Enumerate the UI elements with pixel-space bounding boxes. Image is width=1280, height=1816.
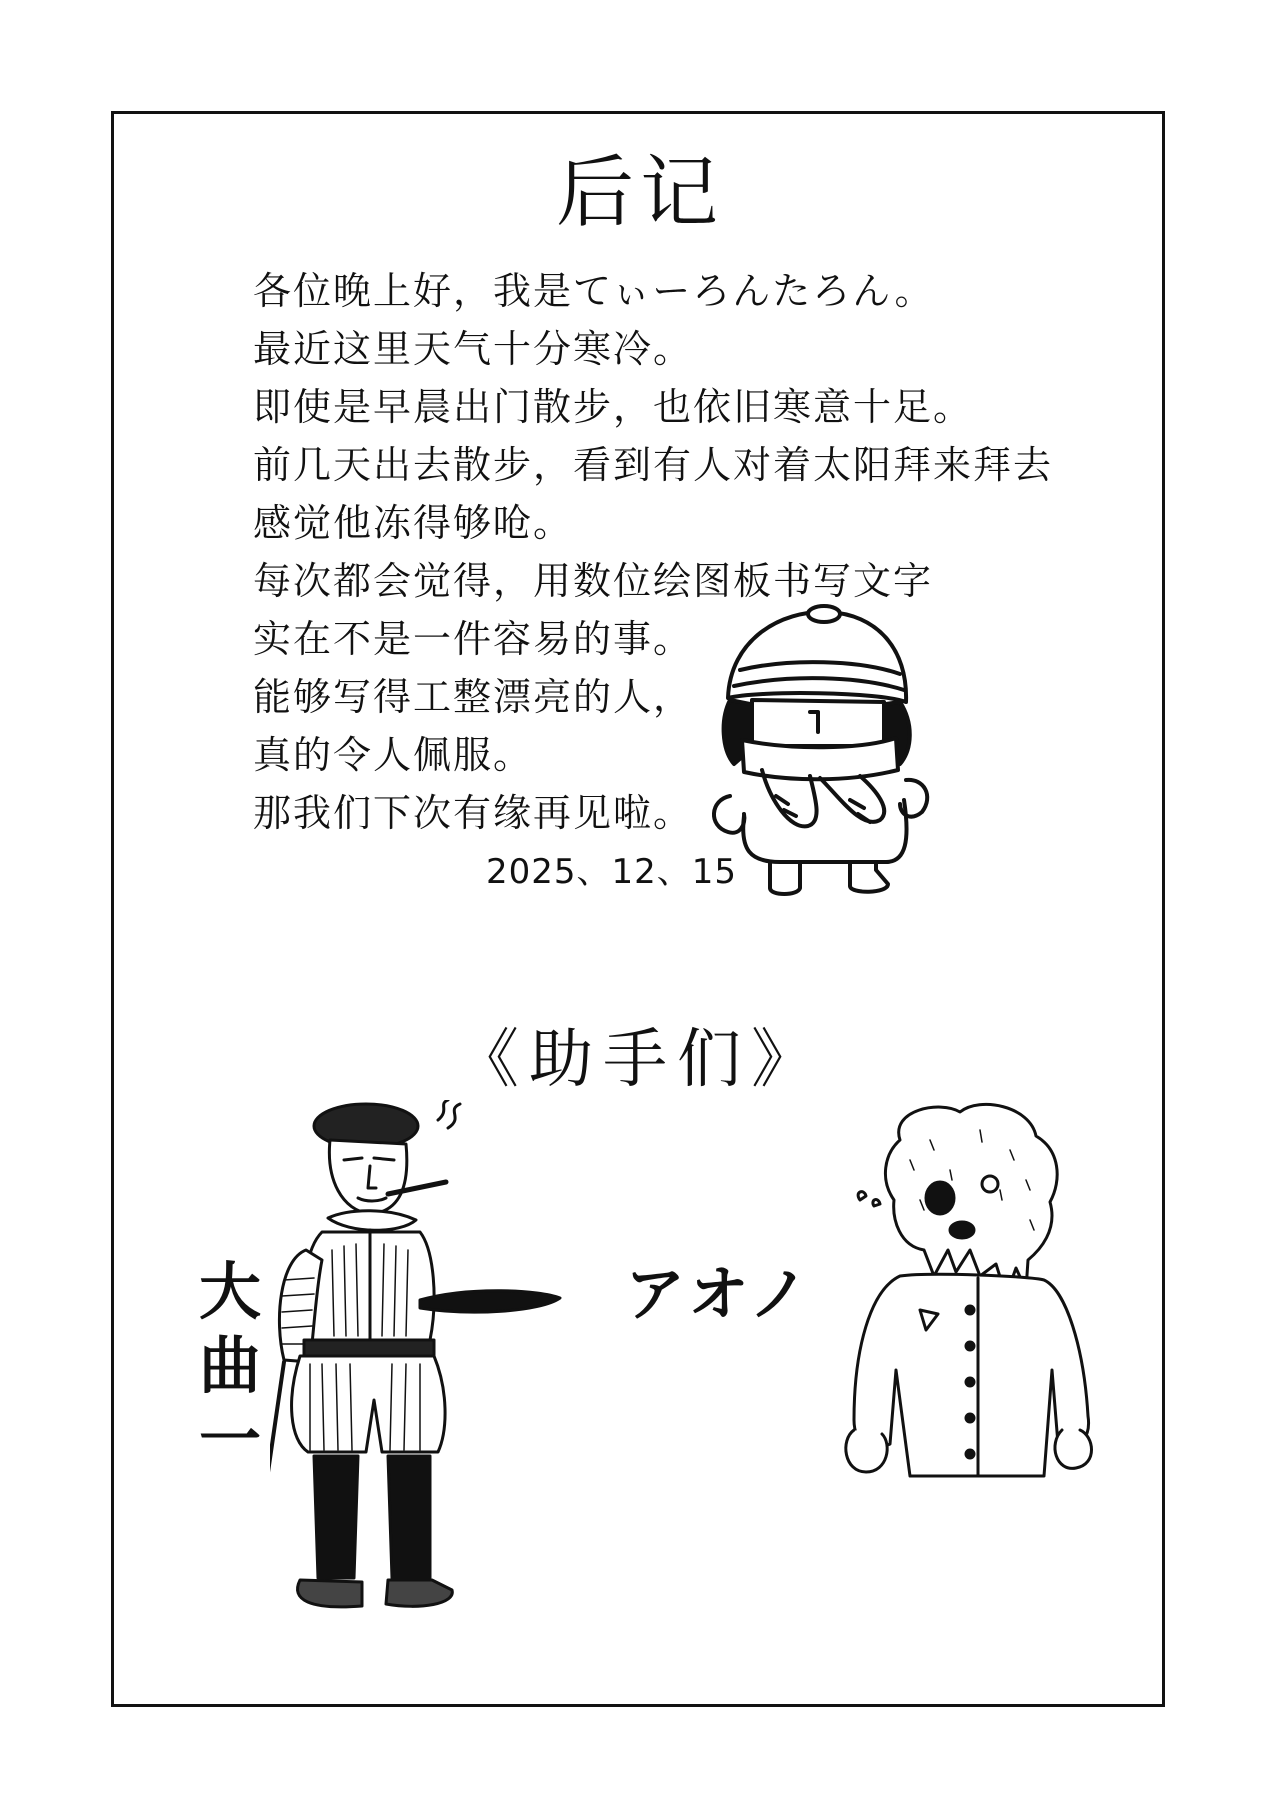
name-char: 一 bbox=[198, 1403, 261, 1476]
body-line: 最近这里天气十分寒冷。 bbox=[253, 327, 694, 371]
assistants-title: 《助手们》 bbox=[455, 1023, 825, 1097]
body-line: 各位晚上好，我是てぃーろんたろん。 bbox=[253, 269, 935, 313]
body-line: 感觉他冻得够呛。 bbox=[253, 501, 574, 545]
painter-assistant-illustration bbox=[270, 1100, 580, 1620]
assistant-name-left bbox=[190, 1255, 270, 1477]
assistant-name-right: アオノ bbox=[625, 1260, 813, 1330]
name-char: 曲 bbox=[198, 1329, 261, 1402]
body-line: 能够写得工整漂亮的人， bbox=[253, 675, 694, 719]
name-char: 大 bbox=[198, 1255, 261, 1328]
afterword-body bbox=[253, 262, 1133, 842]
body-line: 真的令人佩服。 bbox=[253, 733, 534, 777]
afterword-date: 2025、12、15 bbox=[486, 852, 738, 892]
afterword-title: 后记 bbox=[555, 148, 724, 238]
author-character-illustration bbox=[700, 600, 940, 900]
body-line: 前几天出去散步，看到有人对着太阳拜来拜去 bbox=[253, 443, 1054, 487]
body-line: 实在不是一件容易的事。 bbox=[253, 617, 694, 661]
body-line: 每次都会觉得，用数位绘图板书写文字 bbox=[253, 559, 934, 603]
melting-assistant-illustration bbox=[830, 1100, 1100, 1490]
body-line: 即使是早晨出门散步，也依旧寒意十足。 bbox=[253, 385, 974, 429]
body-line: 那我们下次有缘再见啦。 bbox=[253, 791, 694, 835]
